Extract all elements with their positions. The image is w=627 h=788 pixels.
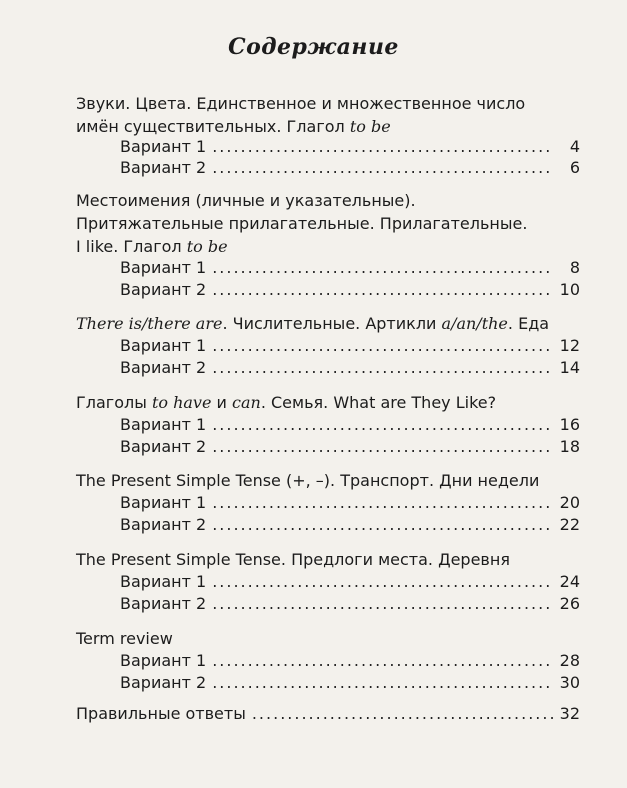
section-heading-7: [76, 627, 566, 650]
toc-entry[interactable]: [120, 414, 580, 436]
variant-label: Вариант 1: [120, 258, 207, 277]
leader-dots: [212, 571, 553, 593]
heading-line: Глаголы to have и can. Семья. What are They Like?: [76, 393, 497, 412]
toc-entry[interactable]: [120, 514, 580, 536]
page-number: 28: [559, 651, 580, 670]
leader-dots: [212, 335, 553, 357]
page-number: 8: [569, 258, 580, 277]
section-heading-1: [76, 92, 566, 138]
toc-entry[interactable]: [120, 593, 580, 615]
page-title: Содержание: [228, 34, 399, 60]
toc-entry[interactable]: [120, 335, 580, 357]
page-number: 4: [569, 137, 580, 156]
variant-label: Вариант 1: [120, 493, 207, 512]
answers-label: Правильные ответы: [76, 704, 246, 723]
leader-dots: [212, 257, 554, 279]
leader-dots: [212, 436, 553, 458]
variant-label: Вариант 1: [120, 415, 207, 434]
leader-dots: [212, 414, 553, 436]
section-heading-5: [76, 469, 566, 492]
section-heading-4: [76, 391, 566, 414]
heading-line: Звуки. Цвета. Единственное и множественное число: [76, 94, 526, 113]
section-heading-6: [76, 548, 566, 571]
variant-label: Вариант 2: [120, 158, 207, 177]
toc-entry[interactable]: [120, 650, 580, 672]
toc-entry[interactable]: [120, 571, 580, 593]
heading-line: The Present Simple Tense (+, –). Транспорт. Дни недели: [76, 471, 540, 490]
page-number: 32: [559, 704, 580, 723]
page-number: 24: [559, 572, 580, 591]
toc-entry-answers[interactable]: [76, 703, 580, 725]
heading-line: Term review: [76, 629, 173, 648]
toc-entry[interactable]: [120, 257, 580, 279]
page-number: 12: [559, 336, 580, 355]
leader-dots: [252, 703, 554, 725]
toc-entry[interactable]: [120, 357, 580, 379]
heading-line: Местоимения (личные и указательные).: [76, 191, 416, 210]
heading-line: Притяжательные прилагательные. Прилагательные.: [76, 214, 528, 233]
variant-label: Вариант 1: [120, 572, 207, 591]
toc-entry[interactable]: [120, 672, 580, 694]
toc-entry[interactable]: [120, 492, 580, 514]
heading-line: I like. Глагол to be: [76, 237, 228, 256]
leader-dots: [212, 514, 553, 536]
heading-line: The Present Simple Tense. Предлоги места. Деревня: [76, 550, 510, 569]
page-number: 26: [559, 594, 580, 613]
page-number: 10: [559, 280, 580, 299]
toc-entry[interactable]: [120, 136, 580, 158]
page-number: 30: [559, 673, 580, 692]
variant-label: Вариант 2: [120, 594, 207, 613]
section-heading-3: [76, 312, 566, 335]
page-number: 16: [559, 415, 580, 434]
page-number: 20: [559, 493, 580, 512]
toc-entry[interactable]: [120, 279, 580, 301]
page-number: 18: [559, 437, 580, 456]
page-number: 22: [559, 515, 580, 534]
variant-label: Вариант 2: [120, 280, 207, 299]
page-number: 6: [569, 158, 580, 177]
toc-entry[interactable]: [120, 436, 580, 458]
toc-entry[interactable]: [120, 157, 580, 179]
variant-label: Вариант 2: [120, 358, 207, 377]
heading-line: There is/there are. Числительные. Артикли a/an/the. Еда: [76, 314, 550, 333]
variant-label: Вариант 1: [120, 137, 207, 156]
page-number: 14: [559, 358, 580, 377]
heading-line: имён существительных. Глагол to be: [76, 117, 391, 136]
leader-dots: [212, 672, 553, 694]
variant-label: Вариант 2: [120, 515, 207, 534]
leader-dots: [212, 492, 553, 514]
variant-label: Вариант 2: [120, 437, 207, 456]
section-heading-2: [76, 189, 566, 258]
variant-label: Вариант 2: [120, 673, 207, 692]
leader-dots: [212, 157, 554, 179]
leader-dots: [212, 593, 553, 615]
leader-dots: [212, 136, 554, 158]
leader-dots: [212, 650, 553, 672]
variant-label: Вариант 1: [120, 336, 207, 355]
leader-dots: [212, 357, 553, 379]
variant-label: Вариант 1: [120, 651, 207, 670]
leader-dots: [212, 279, 553, 301]
